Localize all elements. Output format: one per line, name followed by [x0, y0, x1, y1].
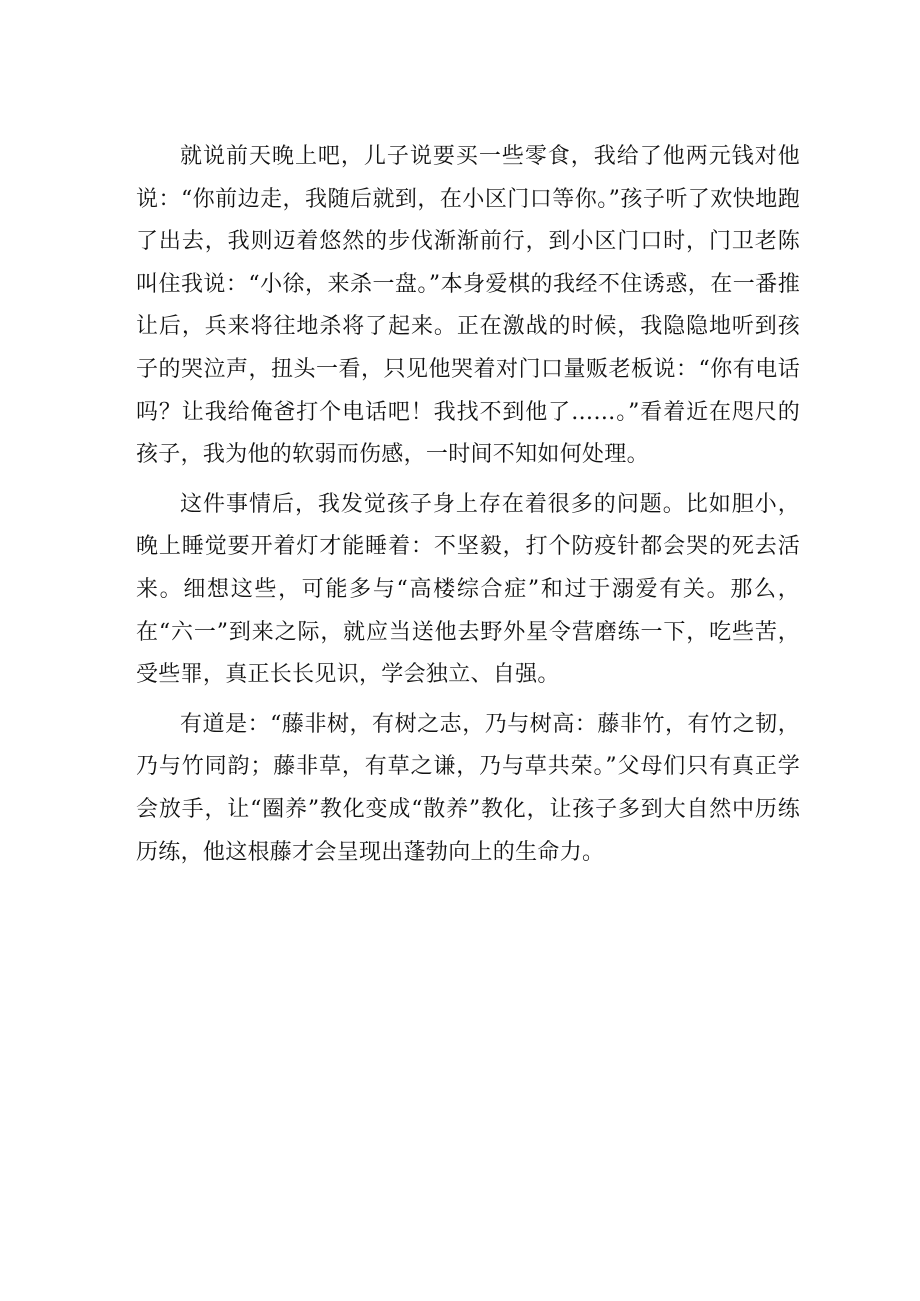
- paragraph-1: 就说前天晚上吧，儿子说要买一些零食，我给了他两元钱对他说：“你前边走，我随后就到，在小区门口等你。”孩子听了欢快地跑了出去，我则迈着悠然的步伐渐渐前行，到小区门口时，门卫老陈叫住我说：“小徐，来杀一盘。”本身爱棋的我经不住诱惑，在一番推让后，兵来将往地杀将了起来。正在激战的时候，我隐隐地听到孩子的哭泣声，扭头一看，只见他哭着对门口量贩老板说：“你有电话吗？让我给俺爸打个电话吧！我找不到他了……。”看着近在咫尺的孩子，我为他的软弱而伤感，一时间不知如何处理。: [136, 144, 800, 468]
- paragraph-2: 这件事情后，我发觉孩子身上存在着很多的问题。比如胆小，晚上睡觉要开着灯才能睡着：不坚毅，打个防疫针都会哭的死去活来。细想这些，可能多与“高楼综合症”和过于溺爱有关。那么，在“六一”到来之际，就应当送他去野外星令营磨练一下，吃些苦，受些罪，真正长长见识，学会独立、自强。: [136, 491, 800, 688]
- paragraph-3: 有道是：“藤非树，有树之志，乃与树高：藤非竹，有竹之韧，乃与竹同韵；藤非草，有草之谦，乃与草共荣。”父母们只有真正学会放手，让“圈养”教化变成“散养”教化，让孩子多到大自然中历练历练，他这根藤才会呈现出蓬勃向上的生命力。: [136, 711, 800, 865]
- body-text: [136, 136, 800, 874]
